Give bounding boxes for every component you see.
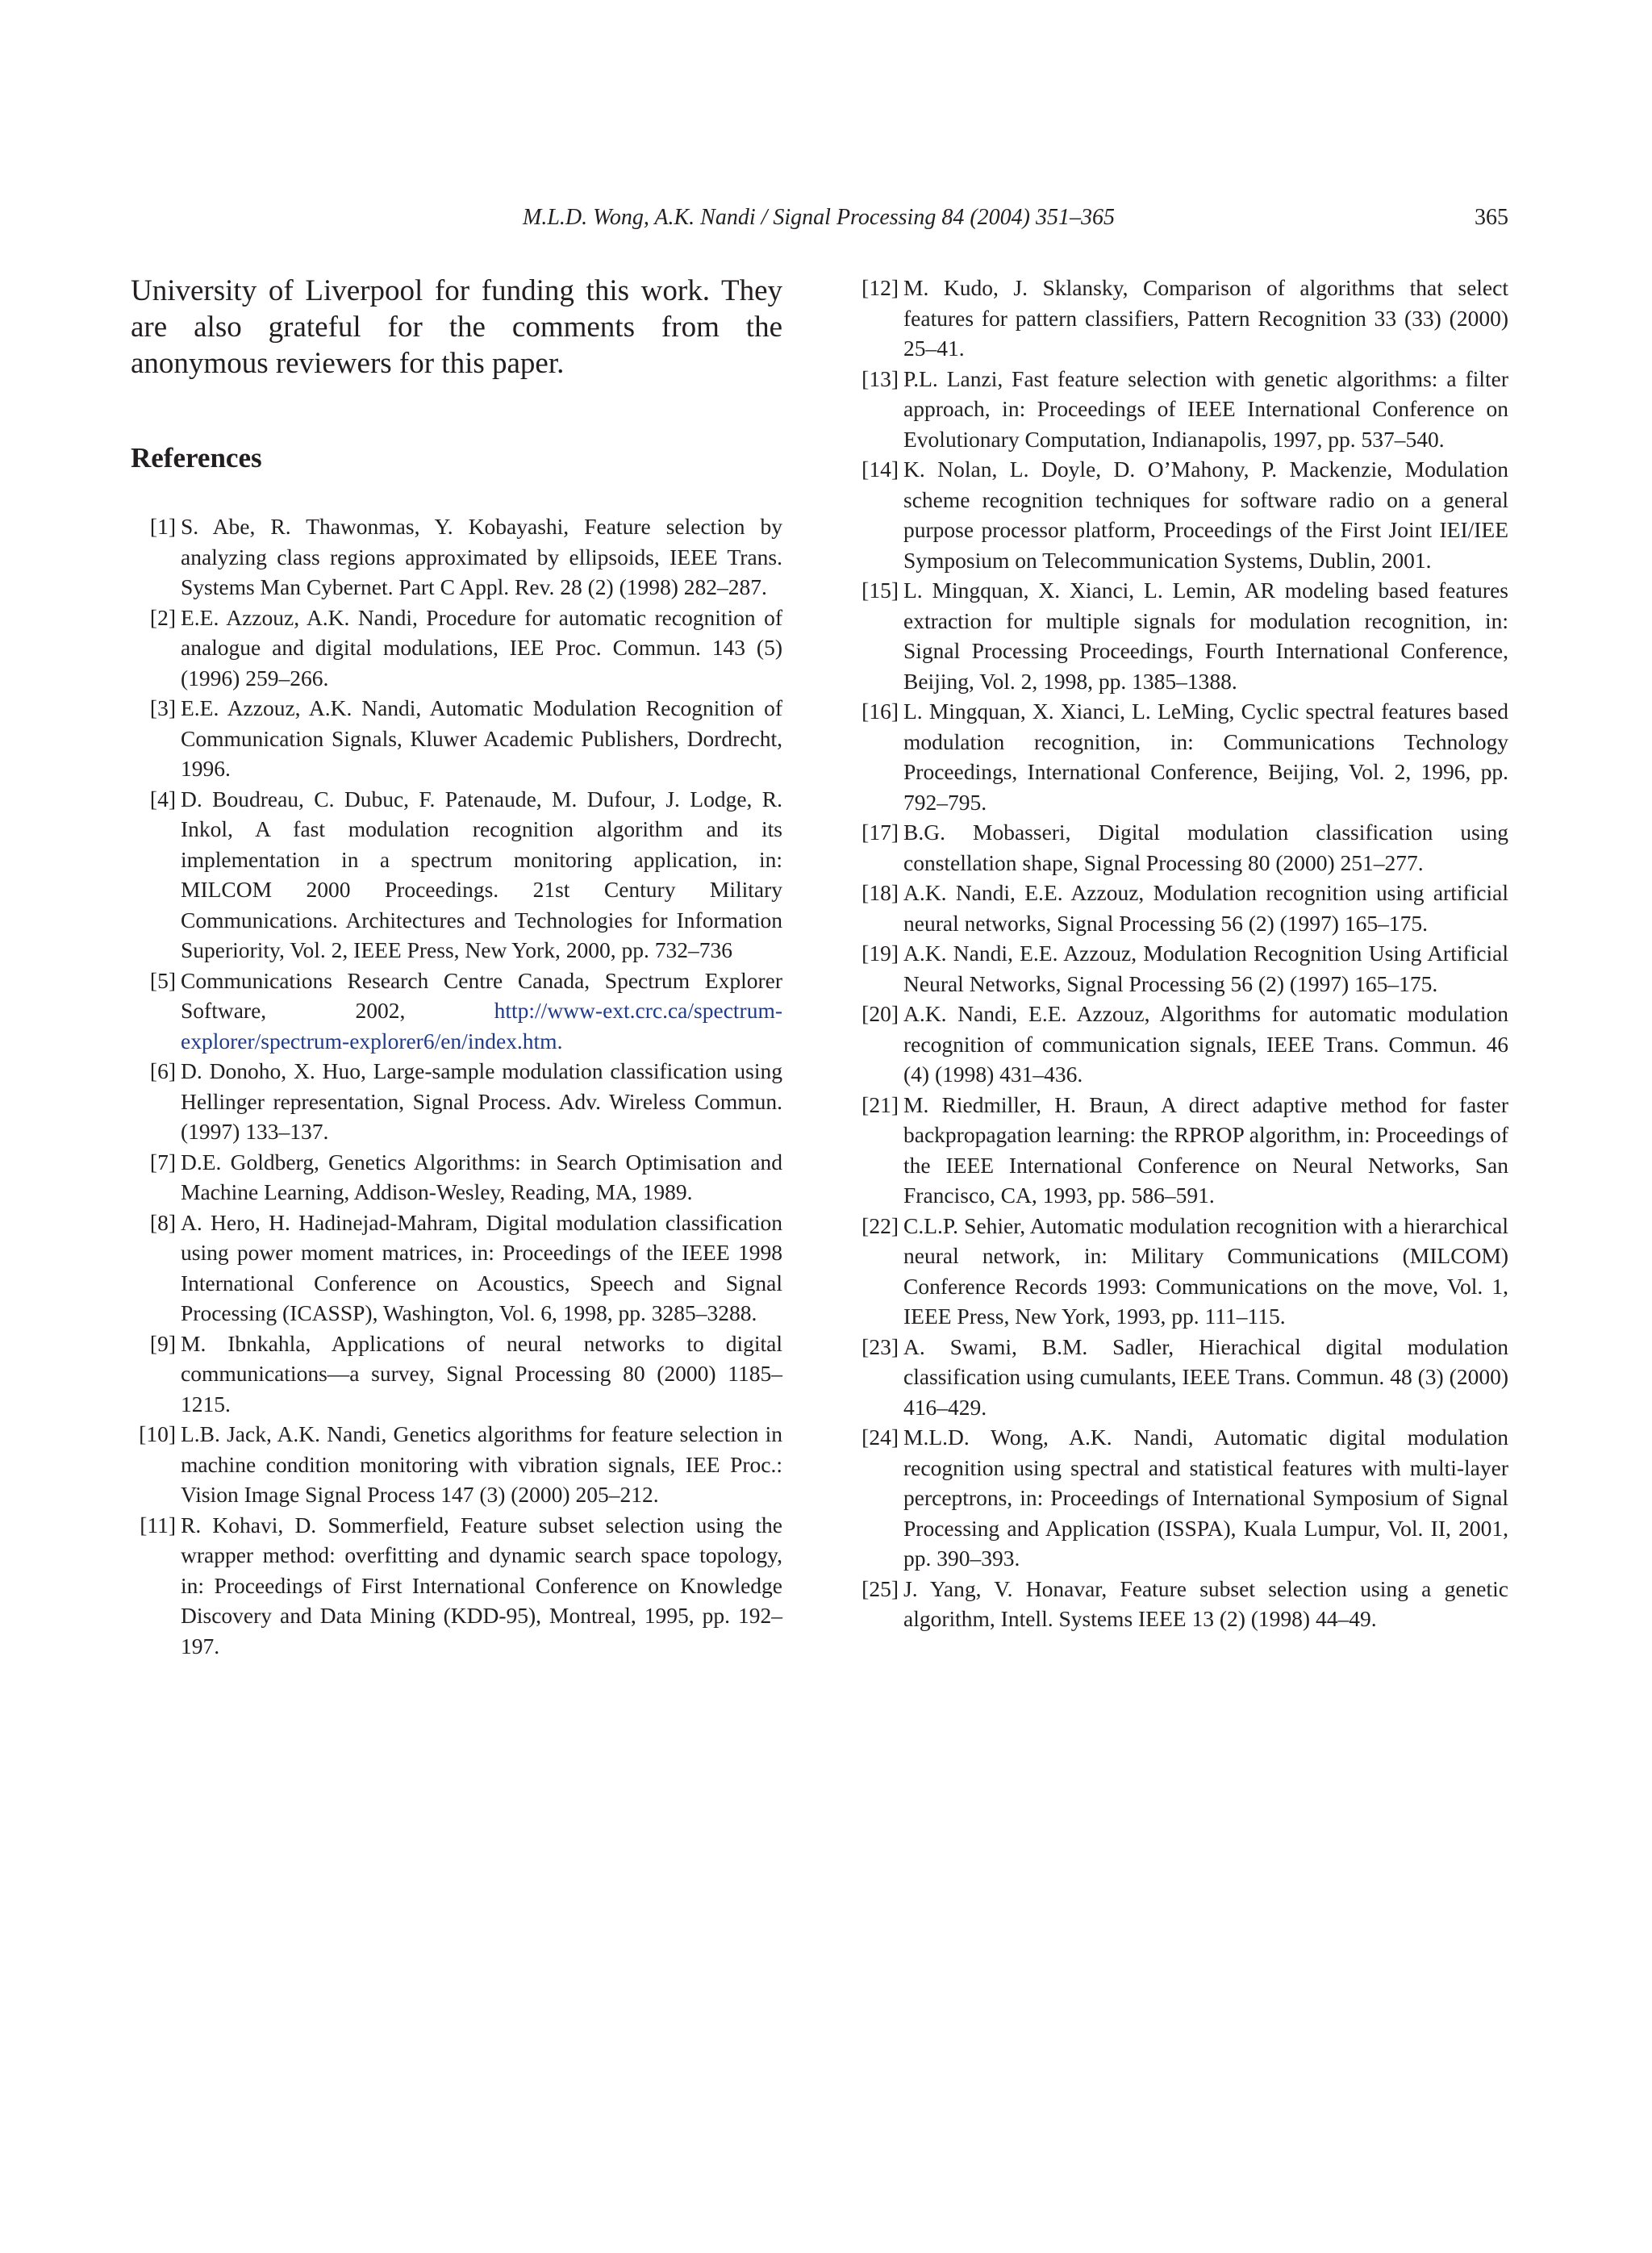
reference-number: [16] xyxy=(861,699,899,724)
reference-item xyxy=(853,1574,1508,1634)
reference-number: [10] xyxy=(139,1421,176,1446)
reference-item xyxy=(853,696,1508,817)
reference-item xyxy=(853,817,1508,878)
reference-url-link[interactable]: http://www-ext.crc.ca/spectrum-explorer/spectrum-explorer6/en/index.htm. xyxy=(181,998,782,1053)
reference-text: D. Boudreau, C. Dubuc, F. Patenaude, M. Dufour, J. Lodge, R. Inkol, A fast modulation recognition algorithm and its implementation in a spectrum monitoring application, in: MILCOM 2000 Proceedings. 21st Century Military Communications. Architectures and Technologies for Information Superiority, Vol. 2, IEEE Press, New York, 2000, pp. 732–736 xyxy=(181,786,782,962)
reference-number: [12] xyxy=(861,275,899,300)
acknowledgement-paragraph: University of Liverpool for funding this work. They are also grateful for the comments from the anonymous reviewers for this paper. xyxy=(131,274,782,380)
reference-item xyxy=(131,1329,782,1420)
right-column xyxy=(853,273,1508,1634)
reference-text: M. Kudo, J. Sklansky, Comparison of algorithms that select features for pattern classifiers, Pattern Recognition 33 (33) (2000) 25–41. xyxy=(903,275,1508,361)
reference-text: A. Hero, H. Hadinejad-Mahram, Digital modulation classification using power moment matrices, in: Proceedings of the IEEE 1998 International Conference on Acoustics, Speech and Signal Processing (ICASSP), Washington, Vol. 6, 1998, pp. 3285–3288. xyxy=(181,1209,782,1325)
reference-item xyxy=(853,938,1508,999)
reference-text: L. Mingquan, X. Xianci, L. Lemin, AR modeling based features extraction for multiple signals for modulation recognition, in: Signal Processing Proceedings, Fourth International Conference, Beijing, Vol. 2, 1998, pp. 1385–1388. xyxy=(903,578,1508,694)
reference-number: [14] xyxy=(861,457,899,482)
reference-number: [25] xyxy=(861,1575,899,1601)
reference-number: [3] xyxy=(149,695,176,720)
reference-text: E.E. Azzouz, A.K. Nandi, Procedure for automatic recognition of analogue and digital modulations, IEE Proc. Commun. 143 (5) (1996) 259–266. xyxy=(181,604,782,691)
reference-text: D.E. Goldberg, Genetics Algorithms: in Search Optimisation and Machine Learning, Addison-Wesley, Reading, MA, 1989. xyxy=(181,1149,782,1204)
reference-text: P.L. Lanzi, Fast feature selection with genetic algorithms: a filter approach, in: Proceedings of IEEE International Conference on Evolutionary Computation, Indianapolis, 1997, pp. 537–540. xyxy=(903,365,1508,452)
reference-item xyxy=(131,603,782,694)
reference-text: M. Ibnkahla, Applications of neural networks to digital communications—a survey, Signal Processing 80 (2000) 1185–1215. xyxy=(181,1330,782,1416)
reference-text: D. Donoho, X. Huo, Large-sample modulation classification using Hellinger representation, Signal Process. Adv. Wireless Commun. (1997) 133–137. xyxy=(181,1058,782,1144)
reference-item xyxy=(131,784,782,966)
reference-number: [7] xyxy=(149,1149,176,1174)
reference-number: [20] xyxy=(861,1001,899,1026)
reference-text: A.K. Nandi, E.E. Azzouz, Modulation Recognition Using Artificial Neural Networks, Signal Processing 56 (2) (1997) 165–175. xyxy=(903,941,1508,996)
reference-list-left xyxy=(131,511,782,1661)
reference-text: Communications Research Centre Canada, Spectrum Explorer Software, 2002, xyxy=(181,967,782,1023)
reference-item xyxy=(853,1332,1508,1423)
running-title: M.L.D. Wong, A.K. Nandi / Signal Processing 84 (2004) 351–365 xyxy=(523,205,1115,230)
reference-item xyxy=(131,966,782,1057)
reference-item xyxy=(131,1147,782,1208)
reference-number: [17] xyxy=(861,820,899,845)
reference-text: E.E. Azzouz, A.K. Nandi, Automatic Modulation Recognition of Communication Signals, Kluwer Academic Publishers, Dordrecht, 1996. xyxy=(181,695,782,781)
reference-text: S. Abe, R. Thawonmas, Y. Kobayashi, Feature selection by analyzing class regions approximated by ellipsoids, IEEE Trans. Systems Man Cybernet. Part C Appl. Rev. 28 (2) (1998) 282–287. xyxy=(181,514,782,599)
reference-number: [6] xyxy=(149,1058,176,1083)
reference-number: [5] xyxy=(149,967,176,993)
running-header xyxy=(129,205,1508,237)
reference-text: L.B. Jack, A.K. Nandi, Genetics algorithms for feature selection in machine condition monitoring with vibration signals, IEE Proc.: Vision Image Signal Process 147 (3) (2000) 205–212. xyxy=(181,1421,782,1507)
reference-text: R. Kohavi, D. Sommerfield, Feature subset selection using the wrapper method: overfitting and dynamic search space topology, in: Proceedings of First International Conference on Knowledge Discovery and Data Mining (KDD-95), Montreal, 1995, pp. 192–197. xyxy=(181,1512,782,1658)
reference-item xyxy=(853,273,1508,364)
reference-item xyxy=(131,1056,782,1147)
reference-text: K. Nolan, L. Doyle, D. O’Mahony, P. Mackenzie, Modulation scheme recognition techniques for software radio on a general purpose processor platform, Proceedings of the First Joint IEI/IEE Symposium on Telecommunication Systems, Dublin, 2001. xyxy=(903,457,1508,573)
left-column xyxy=(131,273,782,1658)
reference-text: L. Mingquan, X. Xianci, L. LeMing, Cyclic spectral features based modulation recognition, in: Communications Technology Proceedings, International Conference, Beijing, Vol. 2, 1996, pp. 792–795. xyxy=(903,699,1508,815)
reference-number: [21] xyxy=(861,1091,899,1117)
reference-item xyxy=(131,1419,782,1510)
reference-number: [11] xyxy=(140,1512,176,1537)
references-heading: References xyxy=(131,442,262,474)
reference-number: [24] xyxy=(861,1425,899,1450)
reference-item xyxy=(131,1510,782,1662)
reference-number: [18] xyxy=(861,880,899,905)
reference-number: [23] xyxy=(861,1333,899,1359)
reference-number: [15] xyxy=(861,578,899,603)
reference-number: [1] xyxy=(149,514,176,539)
reference-number: [8] xyxy=(149,1209,176,1235)
reference-text: A. Swami, B.M. Sadler, Hierachical digital modulation classification using cumulants, IEEE Trans. Commun. 48 (3) (2000) 416–429. xyxy=(903,1333,1508,1420)
reference-item xyxy=(853,1211,1508,1332)
reference-item xyxy=(131,1208,782,1329)
reference-number: [9] xyxy=(149,1330,176,1356)
reference-item xyxy=(853,999,1508,1090)
reference-number: [2] xyxy=(149,604,176,630)
reference-text: M.L.D. Wong, A.K. Nandi, Automatic digital modulation recognition using spectral and statistical features with multi-layer perceptrons, in: Proceedings of International Symposium of Signal Processing and Application (ISSPA), Kuala Lumpur, Vol. II, 2001, pp. 390–393. xyxy=(903,1425,1508,1571)
reference-item xyxy=(853,1090,1508,1211)
reference-item xyxy=(853,878,1508,938)
reference-item xyxy=(853,454,1508,575)
reference-text: A.K. Nandi, E.E. Azzouz, Algorithms for automatic modulation recognition of communication signals, IEEE Trans. Commun. 46 (4) (1998) 431–436. xyxy=(903,1001,1508,1087)
page-number: 365 xyxy=(1475,205,1508,230)
reference-list-right xyxy=(853,273,1508,1634)
reference-text: B.G. Mobasseri, Digital modulation classification using constellation shape, Signal Processing 80 (2000) 251–277. xyxy=(903,820,1508,875)
reference-item xyxy=(853,364,1508,455)
reference-text: A.K. Nandi, E.E. Azzouz, Modulation recognition using artificial neural networks, Signal Processing 56 (2) (1997) 165–175. xyxy=(903,880,1508,936)
reference-item xyxy=(131,511,782,603)
reference-item xyxy=(853,1422,1508,1574)
reference-text: M. Riedmiller, H. Braun, A direct adaptive method for faster backpropagation learning: the RPROP algorithm, in: Proceedings of the IEEE International Conference on Neural Networks, San Francisco, CA, 1993, pp. 586–591. xyxy=(903,1091,1508,1208)
reference-number: [13] xyxy=(861,365,899,391)
reference-item xyxy=(131,693,782,784)
reference-number: [19] xyxy=(861,941,899,966)
reference-number: [22] xyxy=(861,1212,899,1238)
reference-text: J. Yang, V. Honavar, Feature subset selection using a genetic algorithm, Intell. Systems IEEE 13 (2) (1998) 44–49. xyxy=(903,1575,1508,1631)
reference-number: [4] xyxy=(149,786,176,811)
reference-text: C.L.P. Sehier, Automatic modulation recognition with a hierarchical neural network, in: Military Communications (MILCOM) Conference Records 1993: Communications on the move, Vol. 1, IEEE Press, New York, 1993, pp. 111–115. xyxy=(903,1212,1508,1329)
reference-item xyxy=(853,575,1508,696)
